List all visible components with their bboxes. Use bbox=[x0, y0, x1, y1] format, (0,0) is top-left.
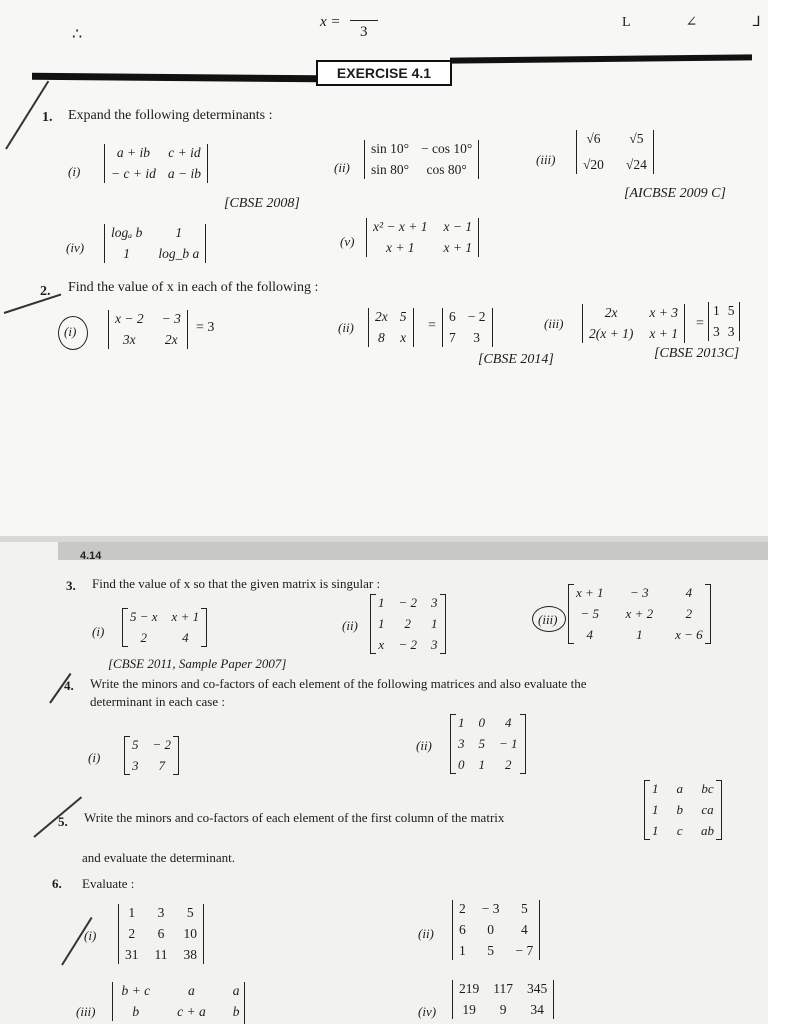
matrix bbox=[370, 594, 446, 654]
matrix-cell: − 2 bbox=[398, 595, 418, 610]
matrix-cell: x + 1 bbox=[171, 609, 200, 624]
matrix-cell: − 5 bbox=[580, 606, 600, 621]
matrix-cell: 4 bbox=[505, 715, 512, 730]
question-text: Find the value of x in each of the following : bbox=[68, 280, 319, 295]
source-citation: [CBSE 2008] bbox=[224, 196, 300, 211]
matrix-cell: − 2 bbox=[398, 637, 418, 652]
matrix-cell: x + 1 bbox=[576, 585, 604, 600]
determinant-bar bbox=[244, 982, 245, 1024]
fraction-denominator: 3 bbox=[360, 24, 368, 40]
part-label: (ii) bbox=[416, 738, 432, 753]
matrix-cell: 2x bbox=[164, 332, 178, 347]
matrix-cell: 6 bbox=[449, 309, 456, 324]
part-label: (iii) bbox=[538, 612, 558, 627]
part-label: (iii) bbox=[544, 316, 564, 331]
matrix-cell: 117 bbox=[493, 981, 513, 996]
question-number: 5. bbox=[58, 814, 68, 829]
source-citation: [CBSE 2011, Sample Paper 2007] bbox=[108, 656, 287, 671]
matrix-cell: b bbox=[676, 802, 683, 817]
question-text: Evaluate : bbox=[82, 876, 135, 891]
matrix-cell: logₐ b bbox=[111, 225, 143, 240]
question-number: 6. bbox=[52, 876, 62, 891]
matrix-cell: − 7 bbox=[515, 943, 534, 958]
matrix-cell: 1 bbox=[652, 823, 659, 838]
matrix-cell: 38 bbox=[183, 947, 197, 962]
matrix-cell: b bbox=[232, 1004, 240, 1019]
part-label: (ii) bbox=[338, 320, 354, 335]
matrix-cell: √20 bbox=[583, 157, 604, 172]
matrix bbox=[122, 608, 207, 647]
matrix bbox=[644, 780, 722, 840]
matrix-cell: 2(x + 1) bbox=[589, 326, 634, 341]
question-number: 4. bbox=[64, 678, 74, 693]
matrix-cell: c bbox=[676, 823, 683, 838]
determinant bbox=[104, 144, 208, 183]
matrix-cell: 1 bbox=[175, 225, 183, 240]
matrix-cell: 0 bbox=[478, 715, 485, 730]
matrix-cell: 4 bbox=[586, 627, 594, 642]
matrix-cell: 1 bbox=[636, 627, 643, 642]
page-header-bar bbox=[58, 542, 768, 560]
determinant bbox=[108, 310, 188, 349]
matrix-cell: 6 bbox=[459, 922, 466, 937]
determinant bbox=[582, 304, 685, 343]
page-number: 4.14 bbox=[80, 550, 102, 562]
fraction-bar bbox=[350, 20, 378, 21]
matrix-cell: 11 bbox=[154, 947, 168, 962]
determinant bbox=[452, 900, 540, 960]
question-number: 1. bbox=[42, 110, 53, 125]
part-label: (ii) bbox=[342, 618, 358, 633]
matrix-cell: a + ib bbox=[116, 145, 150, 160]
matrix-cell: 7 bbox=[449, 330, 456, 345]
determinant bbox=[708, 302, 740, 341]
part-label: (i) bbox=[92, 624, 105, 639]
matrix-cell: 4 bbox=[182, 630, 189, 645]
matrix-cell: ca bbox=[701, 802, 714, 817]
part-label: (i) bbox=[64, 324, 77, 339]
matrix-cell: 3 bbox=[132, 758, 139, 773]
question-text: determinant in each case : bbox=[90, 694, 225, 709]
matrix-cell: log_b a bbox=[158, 246, 200, 261]
matrix-cell: 0 bbox=[458, 757, 465, 772]
pencil-tick-mark bbox=[4, 294, 62, 314]
determinant bbox=[366, 218, 479, 257]
matrix-cell: 3 bbox=[713, 324, 720, 339]
matrix bbox=[124, 736, 179, 775]
part-label: (i) bbox=[68, 164, 81, 179]
matrix-cell: 3x bbox=[122, 332, 136, 347]
matrix-cell: 3 bbox=[157, 905, 165, 920]
matrix-cell: 2 bbox=[404, 616, 412, 631]
part-label: (ii) bbox=[334, 160, 350, 175]
matrix-cell: 345 bbox=[527, 981, 548, 996]
matrix-cell: 1 bbox=[431, 616, 438, 631]
source-citation: [CBSE 2013C] bbox=[654, 346, 740, 361]
exercise-rule-left bbox=[32, 73, 318, 82]
matrix-cell: 1 bbox=[652, 802, 659, 817]
question-text: and evaluate the determinant. bbox=[82, 850, 236, 865]
part-label: (i) bbox=[88, 750, 101, 765]
determinant bbox=[104, 224, 206, 263]
matrix-cell: 2 bbox=[685, 606, 693, 621]
question-text: Write the minors and co-factors of each element of the first column of the matrix bbox=[84, 810, 505, 825]
matrix-cell: 5 bbox=[487, 943, 494, 958]
matrix-cell: x − 6 bbox=[675, 627, 703, 642]
matrix-cell: ab bbox=[701, 823, 714, 838]
matrix-cell: 1 bbox=[458, 715, 465, 730]
matrix-cell: b + c bbox=[121, 983, 151, 998]
matrix-cell: 1 bbox=[713, 303, 720, 318]
matrix-cell: 8 bbox=[378, 330, 385, 345]
matrix-cell: 5 bbox=[132, 737, 139, 752]
matrix-cell: − 2 bbox=[467, 309, 486, 324]
matrix-cell: x − 1 bbox=[443, 219, 473, 234]
equation-rhs: = 3 bbox=[196, 320, 215, 335]
matrix-cell: a bbox=[188, 983, 195, 998]
matrix-cell: 2 bbox=[459, 901, 466, 916]
matrix-cell: cos 80° bbox=[426, 162, 467, 177]
matrix-cell: − 1 bbox=[499, 736, 518, 751]
matrix-cell: 0 bbox=[487, 922, 494, 937]
determinant bbox=[452, 980, 554, 1019]
matrix-cell: c + id bbox=[168, 145, 201, 160]
matrix-cell: 5 bbox=[727, 303, 735, 318]
matrix-cell: 4 bbox=[521, 922, 528, 937]
matrix-cell: 3 bbox=[727, 324, 735, 339]
matrix bbox=[568, 584, 711, 644]
matrix-cell: 1 bbox=[378, 595, 385, 610]
determinant bbox=[442, 308, 493, 347]
determinant bbox=[368, 308, 414, 347]
matrix-cell: 1 bbox=[128, 905, 136, 920]
matrix-cell: 6 bbox=[157, 926, 165, 941]
matrix-cell: 5 − x bbox=[130, 609, 158, 624]
part-label: (ii) bbox=[418, 926, 434, 941]
matrix-cell: − 3 bbox=[481, 901, 500, 916]
exercise-title: EXERCISE 4.1 bbox=[316, 60, 452, 86]
matrix-cell: a bbox=[676, 781, 683, 796]
matrix-cell: 2 bbox=[140, 630, 148, 645]
determinant bbox=[364, 140, 479, 179]
matrix-cell: 2 bbox=[505, 757, 512, 772]
matrix-cell: 1 bbox=[478, 757, 485, 772]
question-text: Write the minors and co-factors of each element of the following matrices and also evaluate the bbox=[90, 676, 587, 691]
matrix-cell: x + 2 bbox=[625, 606, 654, 621]
part-label: (iii) bbox=[76, 1004, 96, 1019]
matrix-cell: sin 80° bbox=[371, 162, 410, 177]
matrix-cell: 9 bbox=[499, 1002, 507, 1017]
matrix-cell: x² − x + 1 bbox=[373, 219, 428, 234]
matrix-cell: 1 bbox=[459, 943, 466, 958]
question-text: Find the value of x so that the given matrix is singular : bbox=[92, 576, 381, 591]
matrix-cell: x bbox=[400, 330, 407, 345]
matrix-cell: b bbox=[132, 1004, 140, 1019]
matrix-cell: 2x bbox=[604, 305, 618, 320]
question-number: 3. bbox=[66, 578, 76, 593]
question-text: Expand the following determinants : bbox=[68, 108, 273, 123]
matrix-cell: 3 bbox=[458, 736, 465, 751]
matrix-cell: 5 bbox=[186, 905, 194, 920]
matrix-cell: x bbox=[378, 637, 385, 652]
matrix-cell: √24 bbox=[625, 157, 647, 172]
carry-over-equation: x = bbox=[320, 14, 341, 30]
matrix-cell: 5 bbox=[399, 309, 407, 324]
part-label: (i) bbox=[84, 928, 97, 943]
matrix-cell: √5 bbox=[629, 131, 644, 146]
matrix-cell: 1 bbox=[652, 781, 659, 796]
determinant bbox=[576, 130, 654, 174]
matrix-cell: sin 10° bbox=[371, 141, 410, 156]
matrix-cell: 5 bbox=[521, 901, 528, 916]
source-citation: [AICBSE 2009 C] bbox=[624, 186, 726, 201]
matrix-cell: x − 2 bbox=[115, 311, 144, 326]
matrix-cell: bc bbox=[701, 781, 714, 796]
matrix-cell: − 3 bbox=[630, 585, 649, 600]
matrix-cell: 1 bbox=[123, 246, 131, 261]
matrix-cell: 1 bbox=[378, 616, 385, 631]
part-label: (iii) bbox=[536, 152, 556, 167]
question-number: 2. bbox=[40, 284, 51, 299]
therefore-symbol: ∴ bbox=[72, 26, 83, 43]
matrix-cell: 219 bbox=[459, 981, 480, 996]
carry-over-corner: L ∠ ⅃ bbox=[622, 15, 787, 30]
matrix-cell: 31 bbox=[125, 947, 139, 962]
textbook-page-bottom bbox=[0, 542, 768, 1024]
part-label: (v) bbox=[340, 234, 355, 249]
matrix-cell: − 3 bbox=[161, 311, 181, 326]
matrix-cell: 10 bbox=[183, 926, 197, 941]
equals-sign: = bbox=[428, 318, 436, 333]
determinant bbox=[112, 982, 248, 1021]
matrix-cell: 2x bbox=[375, 309, 388, 324]
matrix-cell: 4 bbox=[685, 585, 693, 600]
matrix-cell: a − ib bbox=[167, 166, 201, 181]
matrix-cell: 7 bbox=[158, 758, 166, 773]
matrix-cell: x + 3 bbox=[649, 305, 678, 320]
matrix-cell: − 2 bbox=[152, 737, 172, 752]
matrix-cell: 19 bbox=[462, 1002, 476, 1017]
equals-sign: = bbox=[696, 316, 704, 331]
matrix-cell: √6 bbox=[586, 131, 601, 146]
exercise-rule-right bbox=[450, 54, 752, 63]
matrix bbox=[450, 714, 526, 774]
part-label: (iv) bbox=[418, 1004, 437, 1019]
matrix-cell: − cos 10° bbox=[421, 141, 473, 156]
matrix-cell: x + 1 bbox=[385, 240, 415, 255]
matrix-cell: − c + id bbox=[111, 166, 156, 181]
matrix-cell: 3 bbox=[431, 595, 438, 610]
matrix-cell: a bbox=[232, 983, 240, 998]
matrix-cell: x + 1 bbox=[649, 326, 678, 341]
matrix-cell: 3 bbox=[473, 330, 480, 345]
matrix-cell: 3 bbox=[431, 637, 438, 652]
matrix-cell: c + a bbox=[177, 1004, 206, 1019]
matrix-cell: 34 bbox=[530, 1002, 544, 1017]
matrix-cell: 2 bbox=[128, 926, 136, 941]
matrix-cell: x + 1 bbox=[443, 240, 473, 255]
source-citation: [CBSE 2014] bbox=[478, 352, 554, 367]
part-label: (iv) bbox=[66, 240, 85, 255]
determinant bbox=[118, 904, 204, 964]
matrix-cell: 5 bbox=[478, 736, 485, 751]
